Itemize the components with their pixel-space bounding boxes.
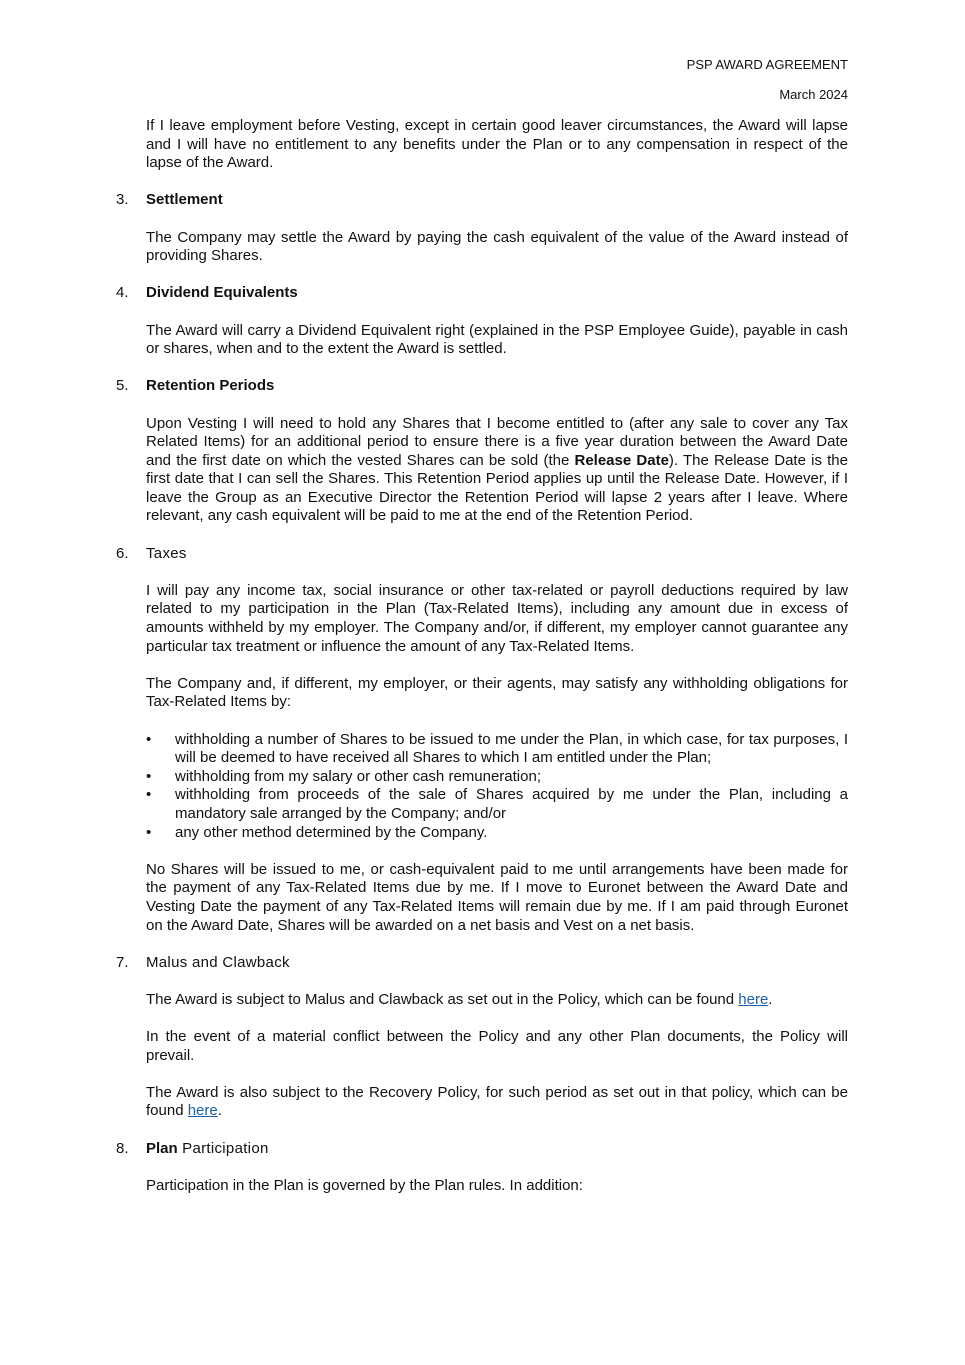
participation-paragraph: Participation in the Plan is governed by the Plan rules. In addition:	[146, 1176, 583, 1194]
withholding-list	[146, 731, 848, 843]
bullet-icon: •	[146, 786, 152, 804]
list-item: • withholding a number of Shares to be issued to me under the Plan, in which case, for tax purposes, I will be deemed to have received all Shares to which I am entitled under the Plan;	[146, 730, 848, 767]
section-number: 5.	[116, 377, 129, 395]
section-title-rest: Participation	[177, 1139, 269, 1157]
section-number: 7.	[116, 953, 129, 971]
document-header-date: March 2024	[779, 87, 848, 102]
retention-text-a: Upon Vesting I will need to hold any Shares that I become entitled to (after any sale to cover any Tax Related Items) for an additional period to ensure there is a five year duration between the Award Date and the first date on which the vested Shares can be sold (the	[146, 414, 848, 469]
retention-paragraph	[146, 415, 848, 527]
document-header-title: PSP AWARD AGREEMENT	[686, 57, 848, 72]
dividend-paragraph: The Award will carry a Dividend Equivalent right (explained in the PSP Employee Guide), payable in cash or shares, when and to the extent the Award is settled.	[146, 321, 848, 358]
policy-link[interactable]: here	[738, 990, 769, 1008]
section-title: Malus and Clawback	[146, 953, 290, 971]
section-title: Settlement	[146, 191, 223, 209]
intro-paragraph: If I leave employment before Vesting, except in certain good leaver circumstances, the Award will lapse and I will have no entitlement to any benefits under the Plan or to any compensation in respect of the lapse of the Award.	[146, 117, 848, 172]
section-6-heading	[116, 544, 848, 564]
document-body	[116, 117, 848, 1214]
section-number: 8.	[116, 1139, 129, 1157]
list-item: • any other method determined by the Company.	[146, 823, 488, 841]
section-title: Retention Periods	[146, 377, 275, 395]
taxes-paragraph-1: I will pay any income tax, social insurance or other tax-related or payroll deductions required by law related to my participation in the Plan (Tax-Related Items), including any amount due in excess of amounts withheld by my employer. The Company and/or, if different, my employer cannot guarantee any particular tax treatment or influence the amount of any Tax-Related Items.	[146, 581, 848, 655]
bullet-icon: •	[146, 730, 152, 748]
section-7-heading	[116, 953, 848, 973]
section-title: Taxes	[146, 544, 187, 562]
retention-text-b: ). The Release Date is the first date that I can sell the Shares. This Retention Period applies up until the Release Date. However, if I leave the Group as an Executive Director the Retention Period will lapse 2 years after I leave. Where relevant, any cash equivalent will be paid to me at the end of the Retention Period.	[146, 451, 848, 525]
malus-paragraph-2: In the event of a material conflict between the Policy and any other Plan documents, the Policy will prevail.	[146, 1028, 848, 1064]
malus-paragraph-3: The Award is also subject to the Recovery Policy, for such period as set out in that policy, which can be found here.	[146, 1083, 848, 1120]
section-number: 6.	[116, 544, 129, 562]
release-date-term: Release Date	[574, 451, 669, 469]
section-8-heading	[116, 1139, 848, 1159]
section-title: Dividend Equivalents	[146, 284, 298, 302]
section-5-heading	[116, 377, 848, 396]
recovery-policy-link[interactable]: here	[187, 1102, 218, 1120]
taxes-paragraph-2: The Company and, if different, my employer, or their agents, may satisfy any withholding obligations for Tax-Related Items by:	[146, 674, 848, 711]
malus-paragraph-1: The Award is subject to Malus and Clawback as set out in the Policy, which can be found here.	[146, 990, 773, 1008]
taxes-paragraph-3: No Shares will be issued to me, or cash-equivalent paid to me until arrangements have been made for the payment of any Tax-Related Items due by me. If I move to Euronet between the Award Date and Vesting Date the payment of any Tax-Related Items will remain due by me. If I am paid through Euronet on the Award Date, Shares will be awarded on a net basis and Vest on a net basis.	[146, 860, 848, 934]
settlement-paragraph: The Company may settle the Award by paying the cash equivalent of the value of the Award instead of providing Shares.	[146, 228, 848, 265]
bullet-icon: •	[146, 767, 152, 785]
section-number: 3.	[116, 191, 129, 209]
section-number: 4.	[116, 284, 129, 302]
list-item: • withholding from proceeds of the sale of Shares acquired by me under the Plan, including a mandatory sale arranged by the Company; and/or	[146, 786, 848, 822]
section-4-heading	[116, 284, 848, 303]
list-item: • withholding from my salary or other cash remuneration;	[146, 767, 541, 785]
section-3-heading	[116, 191, 848, 210]
section-title-bold: Plan	[146, 1139, 178, 1157]
bullet-icon: •	[146, 823, 152, 841]
